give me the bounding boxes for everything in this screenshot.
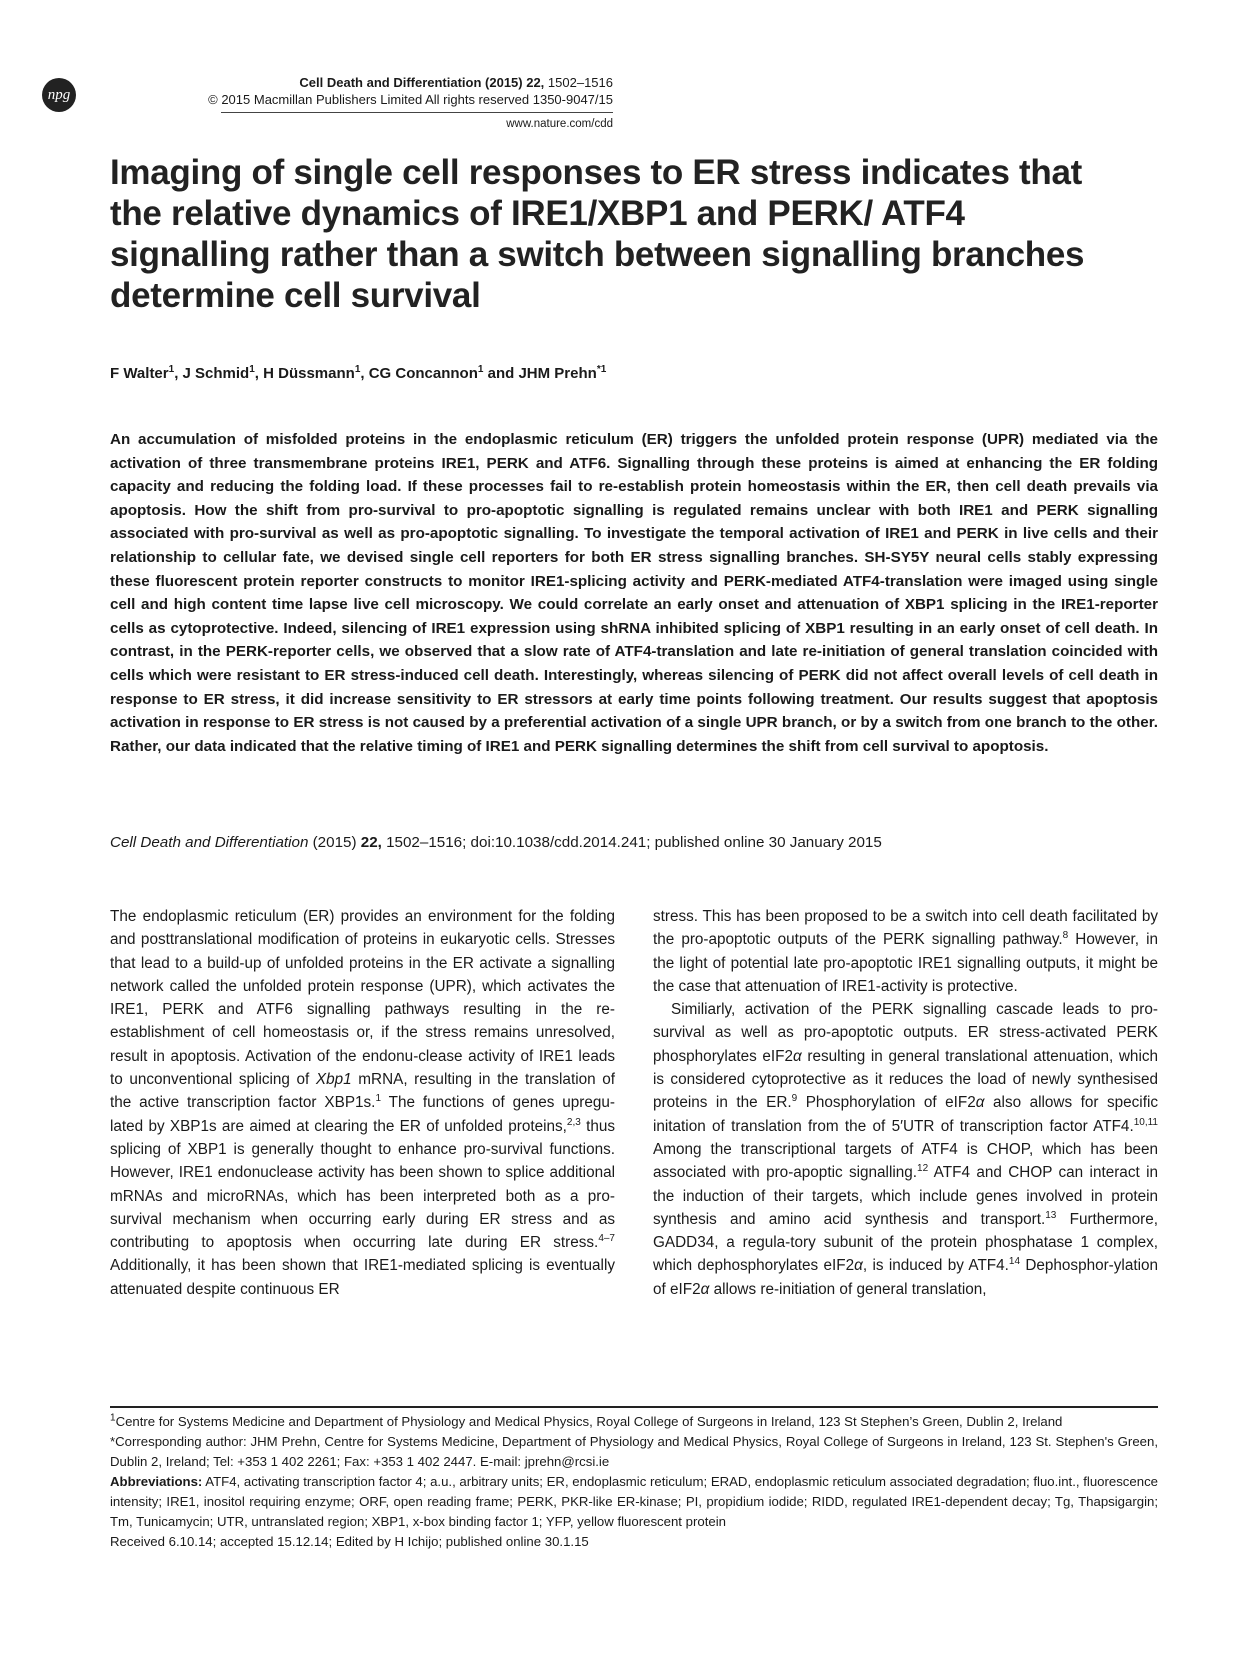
copyright-line: © 2015 Macmillan Publishers Limited All rights reserved 1350-9047/15 xyxy=(208,92,613,107)
affiliation-sup: 1 xyxy=(110,1412,116,1424)
body-paragraph xyxy=(653,905,1158,998)
journal-citation-line xyxy=(208,74,613,91)
reference-sup[interactable]: 8 xyxy=(1062,930,1069,942)
author-separator: , xyxy=(254,365,264,382)
author-name: F Walter xyxy=(110,365,169,382)
journal-url[interactable]: www.nature.com/cdd xyxy=(506,118,613,130)
body-column-right xyxy=(653,905,1158,1301)
body-column-left xyxy=(110,905,615,1301)
abbreviations-label: Abbreviations: xyxy=(110,1474,203,1489)
footnotes xyxy=(110,1412,1158,1552)
text-run: ATF4 and CHOP can interact in the induction of their targets, which include genes involved in protein synthesis and amino acid synthesis and transport. xyxy=(653,1164,1158,1228)
affiliation-text: Centre for Systems Medicine and Department of Physiology and Medical Physics, Royal College of Surgeons in Ireland, 123 St Stephen’s Green, Dublin 2, Ireland xyxy=(115,1414,1063,1429)
reference-sup[interactable]: 14 xyxy=(1008,1256,1021,1268)
abbreviations-note xyxy=(110,1472,1158,1532)
footnote-rule xyxy=(110,1406,1158,1408)
citation-journal: Cell Death and Differentiation xyxy=(110,834,309,851)
author-name: H Düssmann xyxy=(263,365,355,382)
text-run: Xbp1 xyxy=(315,1071,352,1089)
reference-sup[interactable]: 12 xyxy=(917,1163,929,1175)
reference-sup[interactable]: 13 xyxy=(1045,1209,1057,1221)
text-run: Among the transcriptional targets of ATF4 is CHOP, which has been associated with pro-apoptic signalling. xyxy=(653,1140,1158,1182)
reference-sup[interactable]: 2,3 xyxy=(566,1116,581,1128)
author-separator: , xyxy=(174,365,183,382)
author-list xyxy=(110,365,606,382)
text-run: thus splicing of XBP1 is generally thought to enhance pro-survival functions. However, IRE1 endonuclease activity has been shown to splice additional mRNAs and microRNAs, which has been interpreted both as a pro-survival mechanism when occurring early during ER stress and as contributing to apoptosis when occurring late during ER stress. xyxy=(110,1117,615,1252)
text-run: , is induced by ATF4. xyxy=(862,1257,1009,1275)
reference-sup[interactable]: 4–7 xyxy=(598,1233,615,1245)
reference-sup[interactable]: 9 xyxy=(791,1093,798,1105)
reference-sup[interactable]: 1 xyxy=(375,1093,381,1105)
text-run: Phosphorylation of eIF2 xyxy=(797,1094,976,1112)
author-name: J Schmid xyxy=(182,365,250,382)
text-run: α xyxy=(975,1094,985,1112)
text-run: Similiarly, activation of the PERK signalling cascade leads to pro-survival as well as pro-apoptotic outputs. ER stress-activated PERK phosphorylates eIF2 xyxy=(653,1001,1158,1065)
author-name: CG Concannon xyxy=(368,365,478,382)
journal-header xyxy=(208,74,613,133)
citation-year: (2015) xyxy=(308,834,361,851)
text-run: The endoplasmic reticulum (ER) provides an environment for the folding and posttranslational modification of proteins in eukaryotic cells. Stresses that lead to a build-up of unfolded proteins in the ER activate a signalling network called the unfolded protein response (UPR), which activates the IRE1, PERK and ATF6 signalling pathways resulting in the re-establishment of cell homeostasis or, if the stress remains unresolved, result in apoptosis. Activation of the endonu-clease activity of IRE1 leads to unconventional splicing of xyxy=(110,908,615,1089)
author-separator: and xyxy=(483,365,519,382)
author-affiliation-sup: 1 xyxy=(249,364,255,375)
article-citation xyxy=(110,832,1158,854)
header-rule xyxy=(221,112,613,113)
reference-sup[interactable]: 10,11 xyxy=(1133,1116,1158,1128)
text-run: allows re-initiation of general translation, xyxy=(709,1280,987,1298)
corresponding-author-note: *Corresponding author: JHM Prehn, Centre for Systems Medicine, Department of Physiology and Medical Physics, Royal College of Surgeons in Ireland, 123 St. Stephen's Green, Dublin 2, Ireland; Tel: +353 1 402 2261; Fax: +353 1 402 2447. E-mail: jprehn@rcsi.ie xyxy=(110,1434,1158,1469)
author-affiliation-sup: 1 xyxy=(168,364,175,375)
author-affiliation-sup: 1 xyxy=(354,364,361,375)
text-run: mRNA, resulting in the translation of the active transcription factor XBP1s. xyxy=(110,1071,615,1112)
affiliation-note xyxy=(110,1412,1158,1432)
text-run: Dephosphor-ylation of eIF2 xyxy=(653,1257,1158,1298)
author-separator: , xyxy=(360,365,369,382)
citation-details: 1502–1516; doi:10.1038/cdd.2014.241; published online 30 January 2015 xyxy=(381,834,882,851)
author-affiliation-sup: 1 xyxy=(477,364,484,375)
body-paragraph xyxy=(110,905,615,1301)
text-run: resulting in general translational attenuation, which is considered cytoprotective as it reduces the load of newly synthesised proteins in the ER. xyxy=(653,1047,1158,1112)
citation-volume: 22, xyxy=(360,834,382,851)
article-title: Imaging of single cell responses to ER stress indicates that the relative dynamics of IRE1/XBP1 and PERK/ ATF4 signalling rather than a switch between signalling branches determine cell survival xyxy=(110,153,1085,315)
abbreviations-text: ATF4, activating transcription factor 4; a.u., arbitrary units; ER, endoplasmic reticulum; ERAD, endoplasmic reticulum associated degradation; fluo.int., fluorescence intensity; IRE1, inositol requiring enzyme; ORF, open reading frame; PERK, PKR-like ER-kinase; PI, propidium iodide; RIDD, regulated IRE1-dependent decay; Tg, Thapsigargin; Tm, Tunicamycin; UTR, untranslated region; XBP1, x-box binding factor 1; YFP, yellow fluorescent protein xyxy=(110,1474,1158,1529)
text-run: α xyxy=(854,1257,863,1275)
text-run: The functions of genes upregu-lated by XBP1s are aimed at clearing the ER of unfolded proteins, xyxy=(110,1094,615,1135)
text-run: Additionally, it has been shown that IRE1-mediated splicing is eventually attenuated despite continuous ER xyxy=(110,1257,615,1298)
text-run: α xyxy=(700,1280,710,1298)
text-run: Furthermore, GADD34, a regula-tory subunit of the protein phosphatase 1 complex, which dephosphorylates eIF2 xyxy=(653,1210,1159,1275)
journal-name: Cell Death and Differentiation (2015) 22, xyxy=(299,75,545,90)
body-paragraph xyxy=(653,998,1158,1301)
received-note: Received 6.10.14; accepted 15.12.14; Edited by H Ichijo; published online 30.1.15 xyxy=(110,1534,589,1549)
author-name: JHM Prehn xyxy=(518,365,597,382)
text-run: However, in the light of potential late pro-apoptotic IRE1 signalling outputs, it might be the case that attenuation of IRE1-activity is protective. xyxy=(653,931,1158,995)
text-run: stress. This has been proposed to be a switch into cell death facilitated by the pro-apoptotic outputs of the PERK signalling pathway. xyxy=(653,908,1158,949)
npg-logo: npg xyxy=(42,78,76,112)
author-affiliation-sup: *1 xyxy=(596,364,607,375)
text-run: α xyxy=(793,1047,802,1065)
abstract: An accumulation of misfolded proteins in the endoplasmic reticulum (ER) triggers the unfolded protein response (UPR) mediated via the activation of three transmembrane proteins IRE1, PERK and ATF6. Signalling through these proteins is aimed at enhancing the ER folding capacity and reducing the folding load. If these processes fail to re-establish protein homeostasis within the ER, then cell death prevails via apoptosis. How the shift from pro-survival to pro-apoptotic signalling is regulated remains unclear with both IRE1 and PERK signalling associated with pro-survival as well as pro-apoptotic signalling. To investigate the temporal activation of IRE1 and PERK in live cells and their relationship to cellular fate, we devised single cell reporters for both ER stress signalling branches. SH-SY5Y neural cells stably expressing these fluorescent protein reporter constructs to monitor IRE1-splicing activity and PERK-mediated ATF4-translation were imaged using single cell and high content time lapse live cell microscopy. We could correlate an early onset and attenuation of XBP1 splicing in the IRE1-reporter cells as cytoprotective. Indeed, silencing of IRE1 expression using shRNA inhibited splicing of XBP1 resulting in an early onset of cell death. In contrast, in the PERK-reporter cells, we observed that a slow rate of ATF4-translation and late re-initiation of general translation coincided with cells which were resistant to ER stress-induced cell death. Interestingly, whereas silencing of PERK did not affect overall levels of cell death in response to ER stress, it did increase sensitivity to ER stressors at early time points following treatment. Our results suggest that apoptosis activation in response to ER stress is not caused by a preferential activation of a single UPR branch, or by a switch from one branch to the other. Rather, our data indicated that the relative timing of IRE1 and PERK signalling determines the shift from cell survival to apoptosis. xyxy=(110,431,1158,755)
text-run: also allows for specific initation of translation from the of 5′UTR of transcription factor ATF4. xyxy=(653,1094,1158,1135)
journal-pages: 1502–1516 xyxy=(544,75,613,90)
